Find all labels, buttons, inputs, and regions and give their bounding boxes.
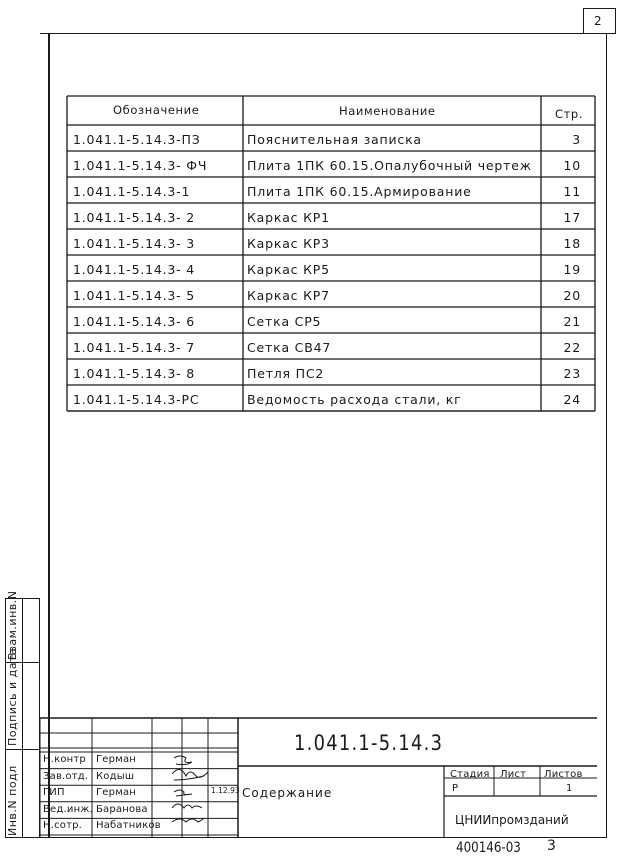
- side-strip-divider: [22, 598, 23, 838]
- row-page: 20: [563, 288, 581, 303]
- signature-name: Герман: [96, 754, 137, 765]
- row-page: 19: [563, 262, 581, 277]
- signature-name: Баранова: [96, 803, 148, 815]
- header-designation: Обозначение: [113, 103, 200, 117]
- row-designation: 1.041.1-5.14.3-ПЗ: [73, 132, 201, 147]
- signature-role: Н.контр: [43, 754, 86, 765]
- row-name: Каркас КР3: [247, 236, 330, 251]
- signature-role: Зав.отд.: [43, 770, 89, 782]
- row-designation: 1.041.1-5.14.3- 6: [73, 314, 196, 329]
- row-designation: 1.041.1-5.14.3- 3: [73, 236, 196, 251]
- organization: ЦНИИпромзданий: [455, 813, 569, 827]
- row-name: Ведомость расхода стали, кг: [247, 392, 462, 407]
- approval-date: 1.12.93: [211, 786, 240, 795]
- side-strip-inv-podl: Инв.N подл: [6, 765, 19, 836]
- archive-sheet: 3: [547, 838, 556, 854]
- signature-role: Вед.инж.: [43, 803, 93, 815]
- row-designation: 1.041.1-5.14.3- 4: [73, 262, 196, 277]
- row-name: Каркас КР7: [247, 288, 330, 303]
- side-strip-sep-2: [5, 749, 40, 750]
- doc-code: 1.041.1-5.14.3: [294, 731, 444, 755]
- row-page: 11: [563, 184, 581, 199]
- row-designation: 1.041.1-5.14.3- 8: [73, 366, 196, 381]
- row-designation: 1.041.1-5.14.3-РС: [73, 392, 200, 407]
- row-page: 22: [563, 340, 581, 355]
- row-page: 24: [563, 392, 581, 407]
- row-designation: 1.041.1-5.14.3- 7: [73, 340, 196, 355]
- sheet-number: 2: [594, 14, 602, 28]
- sheet-label: Лист: [500, 769, 527, 780]
- header-page: Стр.: [555, 107, 584, 121]
- side-strip-vzam-inv: Взам.инв.N: [6, 590, 19, 660]
- signature-name: Набатников: [96, 820, 161, 832]
- row-designation: 1.041.1-5.14.3- 5: [73, 288, 196, 303]
- row-page: 18: [563, 236, 581, 251]
- row-designation: 1.041.1-5.14.3-1: [73, 184, 191, 199]
- side-strip-podpis-data: Подпись и дата: [6, 647, 19, 746]
- signature-name: Герман: [96, 787, 137, 799]
- signature-marks: [168, 752, 228, 832]
- signature-name: Кодыш: [96, 770, 135, 782]
- row-name: Пояснительная записка: [247, 132, 422, 147]
- title-block: [40, 718, 597, 838]
- row-page: 23: [563, 366, 581, 381]
- row-name: Петля ПС2: [247, 366, 325, 381]
- row-name: Сетка СВ47: [247, 340, 332, 355]
- signature-role: ГИП: [43, 787, 65, 799]
- stage-value: Р: [452, 783, 459, 794]
- doc-title: Содержание: [242, 786, 333, 800]
- row-name: Сетка СР5: [247, 314, 322, 329]
- signature-role: Н.сотр.: [43, 820, 83, 832]
- row-name: Каркас КР1: [247, 210, 330, 225]
- sheets-label: Листов: [544, 769, 583, 780]
- stage-label: Стадия: [450, 769, 490, 780]
- row-name: Каркас КР5: [247, 262, 330, 277]
- row-page: 3: [572, 132, 581, 147]
- header-name: Наименование: [339, 104, 436, 118]
- row-page: 21: [563, 314, 581, 329]
- sheets-value: 1: [566, 783, 573, 794]
- row-page: 10: [563, 158, 581, 173]
- row-designation: 1.041.1-5.14.3- 2: [73, 210, 196, 225]
- row-page: 17: [563, 210, 581, 225]
- archive-number: 400146-03: [456, 840, 521, 856]
- contents-table: [67, 96, 595, 415]
- row-designation: 1.041.1-5.14.3- ФЧ: [73, 158, 208, 173]
- row-name: Плита 1ПК 60.15.Армирование: [247, 184, 472, 199]
- row-name: Плита 1ПК 60.15.Опалубочный чертеж: [247, 158, 532, 173]
